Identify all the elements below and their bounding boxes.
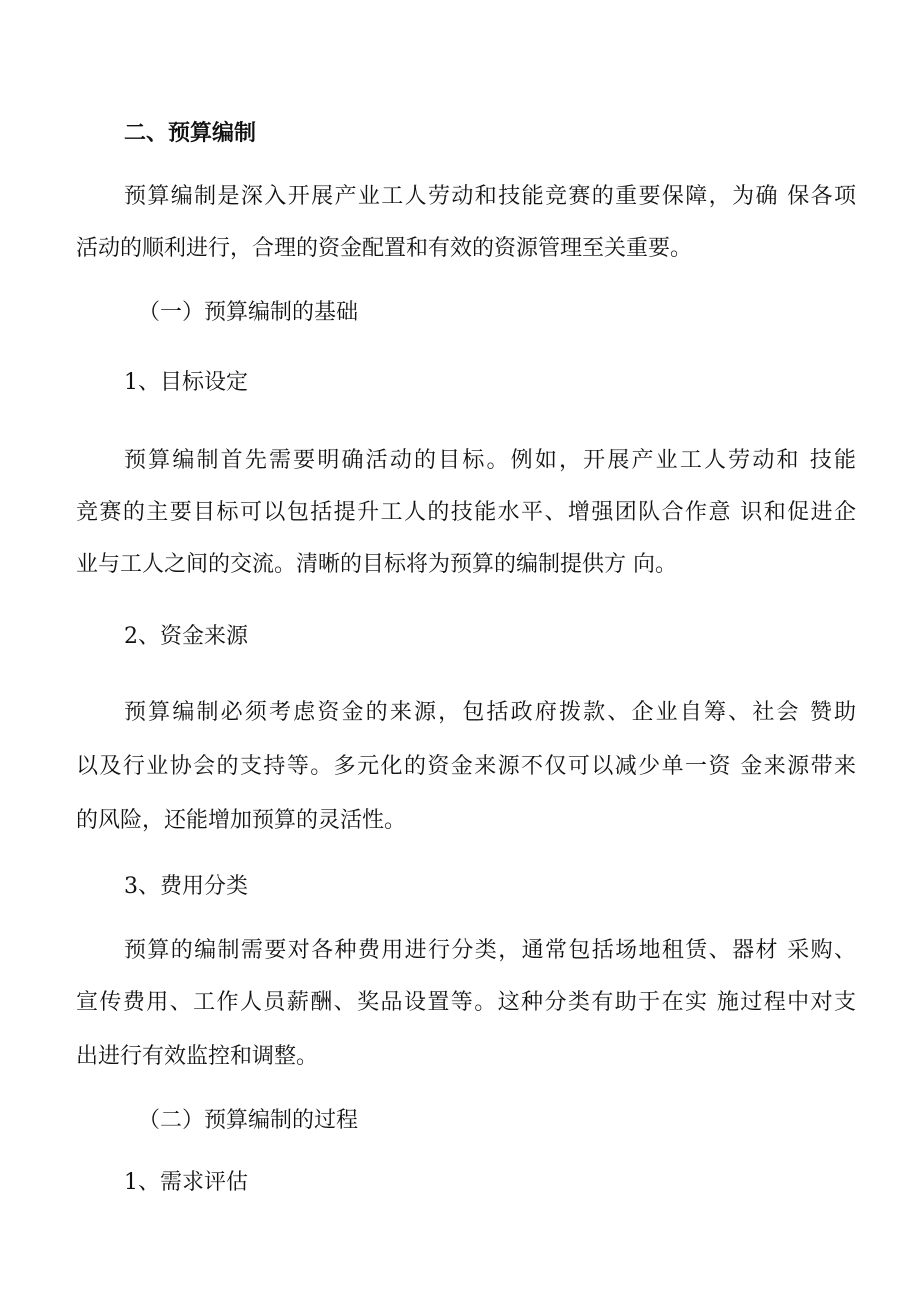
- item-3-line-1: 预算的编制需要对各种费用进行分类，通常包括场地租赁、器材 采购、: [124, 938, 856, 963]
- subsection-1-title: （一）预算编制的基础: [138, 300, 359, 325]
- item-2-line-2: 以及行业协会的支持等。多元化的资金来源不仅可以减少单一资 金来源带来: [76, 754, 856, 779]
- section-title: 二、预算编制: [124, 120, 257, 146]
- item-1-line-2: 竞赛的主要目标可以包括提升工人的技能水平、增强团队合作意 识和促进企: [76, 500, 856, 525]
- subsection-2-title: （二）预算编制的过程: [138, 1108, 359, 1133]
- item-2-line-1: 预算编制必须考虑资金的来源，包括政府拨款、企业自筹、社会 赞助: [124, 700, 856, 725]
- intro-line-2: 活动的顺利进行，合理的资金配置和有效的资源管理至关重要。: [76, 236, 693, 261]
- item-1-heading: 1、目标设定: [124, 370, 248, 395]
- subsection-2-item-1-heading: 1、需求评估: [124, 1170, 248, 1195]
- item-1-line-3: 业与工人之间的交流。清晰的目标将为预算的编制提供方 向。: [76, 552, 677, 577]
- intro-line-1: 预算编制是深入开展产业工人劳动和技能竞赛的重要保障，为确 保各项: [124, 184, 856, 209]
- item-3-line-2: 宣传费用、工作人员薪酬、奖品设置等。这种分类有助于在实 施过程中对支: [76, 990, 856, 1015]
- item-2-heading: 2、资金来源: [124, 624, 248, 649]
- item-1-line-1: 预算编制首先需要明确活动的目标。例如，开展产业工人劳动和 技能: [124, 448, 856, 473]
- item-3-line-3: 出进行有效监控和调整。: [76, 1044, 319, 1069]
- item-3-heading: 3、费用分类: [124, 874, 248, 899]
- item-2-line-3: 的风险，还能增加预算的灵活性。: [76, 808, 407, 833]
